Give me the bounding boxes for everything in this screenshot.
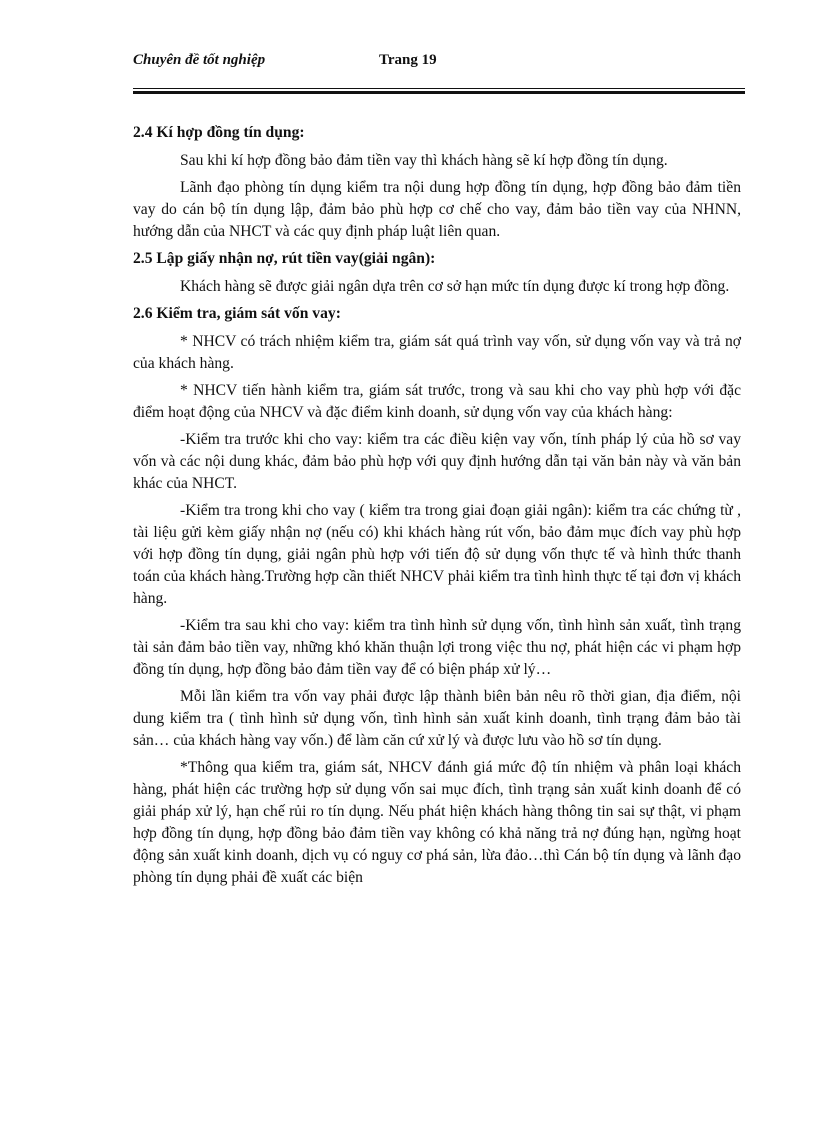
paragraph: * NHCV tiến hành kiểm tra, giám sát trước, trong và sau khi cho vay phù hợp với đặc điểm hoạt động của NHCV và đặc điểm kinh doanh, sử dụng vốn vay của khách hàng:: [133, 382, 741, 421]
paragraph: -Kiểm tra trước khi cho vay: kiểm tra các điều kiện vay vốn, tính pháp lý của hồ sơ vay vốn và các nội dung khác, đảm bảo phù hợp với quy định hướng dẫn tại văn bản này và văn bản khác của NHCT.: [133, 431, 741, 492]
paragraph: -Kiểm tra sau khi cho vay: kiểm tra tình hình sử dụng vốn, tình hình sản xuất, tình trạng tài sản đảm bảo tiền vay, những khó khăn thuận lợi trong việc thu nợ, phát hiện các vi phạm hợp đồng tín dụng, hợp đồng bảo đảm tiền vay để có biện pháp xử lý…: [133, 617, 741, 678]
page-header: [133, 52, 745, 76]
page-number: Trang 19: [379, 52, 437, 68]
paragraph: Mỗi lần kiểm tra vốn vay phải được lập thành biên bản nêu rõ thời gian, địa điểm, nội dung kiểm tra ( tình hình sử dụng vốn, tình hình sản xuất kinh doanh, tình trạng đảm bảo tài sản… của khách hàng vay vốn.) để làm căn cứ xử lý và được lưu vào hồ sơ tín dụng.: [133, 688, 741, 749]
document-body: [133, 122, 741, 894]
section-heading: 2.4 Kí hợp đồng tín dụng:: [133, 124, 305, 141]
paragraph: * NHCV có trách nhiệm kiểm tra, giám sát quá trình vay vốn, sử dụng vốn vay và trả nợ của khách hàng.: [133, 333, 741, 372]
section-heading: 2.5 Lập giấy nhận nợ, rút tiền vay(giải ngân):: [133, 250, 436, 267]
paragraph: Sau khi kí hợp đồng bảo đảm tiền vay thì khách hàng sẽ kí hợp đồng tín dụng.: [180, 152, 668, 169]
header-rule: [133, 88, 745, 94]
section-heading: 2.6 Kiểm tra, giám sát vốn vay:: [133, 305, 341, 322]
header-title: Chuyên đề tốt nghiệp: [133, 52, 266, 68]
paragraph: Khách hàng sẽ được giải ngân dựa trên cơ sở hạn mức tín dụng được kí trong hợp đồng.: [180, 278, 730, 295]
paragraph: Lãnh đạo phòng tín dụng kiểm tra nội dung hợp đồng tín dụng, hợp đồng bảo đảm tiền vay do cán bộ tín dụng lập, đảm bảo phù hợp cơ chế cho vay, đảm bảo tiền vay của NHNN, hướng dẫn của NHCT và các quy định pháp luật liên quan.: [133, 179, 741, 240]
paragraph: -Kiểm tra trong khi cho vay ( kiểm tra trong giai đoạn giải ngân): kiểm tra các chứng từ , tài liệu gửi kèm giấy nhận nợ (nếu có) khi khách hàng rút vốn, bảo đảm mục đích vay phù hợp với hợp đồng tín dụng, giải ngân phù hợp với tiến độ sử dụng vốn thực tế và hình thức thanh toán của khách hàng.Trường hợp cần thiết NHCV phải kiểm tra tình hình thực tế tại đơn vị khách hàng.: [133, 502, 741, 607]
paragraph: *Thông qua kiểm tra, giám sát, NHCV đánh giá mức độ tín nhiệm và phân loại khách hàng, phát hiện các trường hợp sử dụng vốn sai mục đích, tình trạng sản xuất kinh doanh để có giải pháp xử lý, hạn chế rủi ro tín dụng. Nếu phát hiện khách hàng thông tin sai sự thật, vi phạm hợp đồng tín dụng, hợp đồng bảo đảm tiền vay không có khả năng trả nợ đúng hạn, ngừng hoạt động sản xuất kinh doanh, dịch vụ có nguy cơ phá sản, lừa đảo…thì Cán bộ tín dụng và lãnh đạo phòng tín dụng phải đề xuất các biện: [133, 759, 741, 886]
